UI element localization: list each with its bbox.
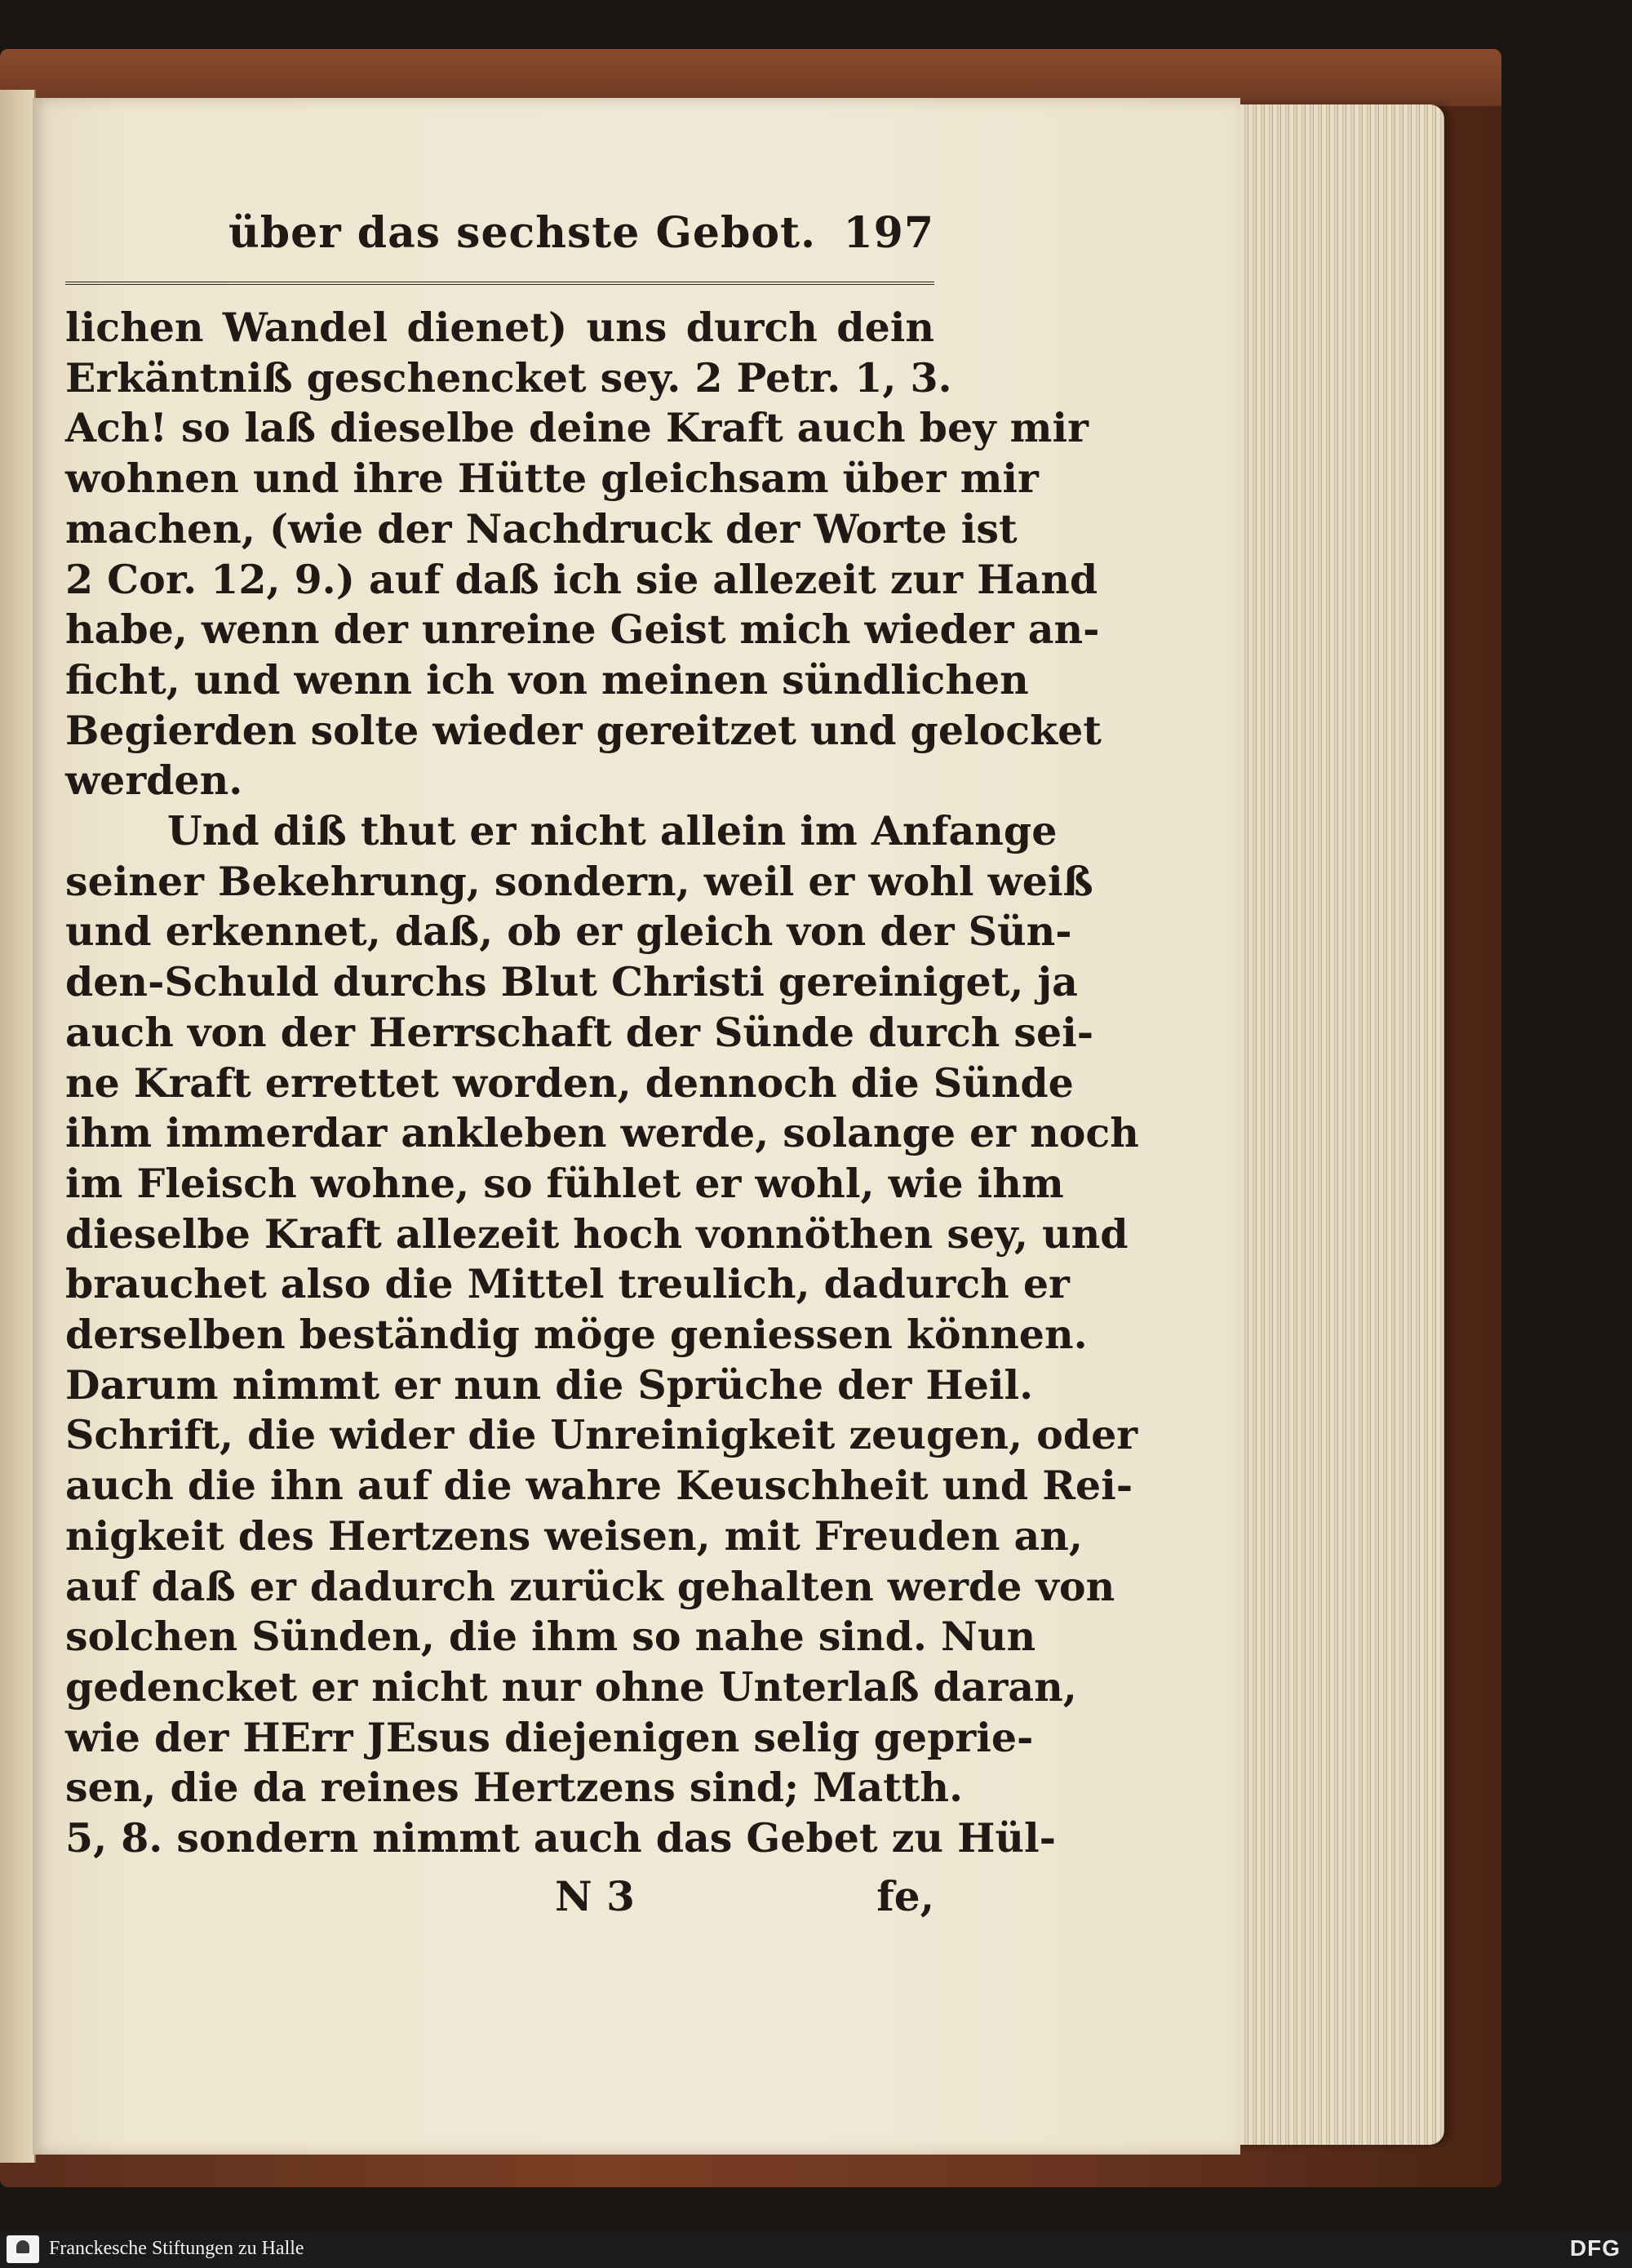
text-line: nigkeit des Hertzens weisen, mit Freuden an,	[65, 1511, 1083, 1560]
text-line: werden.	[65, 757, 243, 805]
running-head: über das sechste Gebot.	[228, 208, 817, 258]
text-line: Und diß thut er nicht allein im Anfange	[167, 807, 1058, 855]
body-text	[65, 303, 1139, 1864]
text-line: seiner Bekehrung, sondern, weil er wohl weiß	[65, 857, 1093, 905]
text-line: sen, die da reines Hertzens sind; Matth.	[65, 1764, 964, 1812]
text-line: brauchet also die Mittel treulich, dadurch er	[65, 1260, 1070, 1308]
text-line: Ach! so laß dieselbe deine Kraft auch bey mir	[65, 404, 1089, 452]
text-line: 2 Cor. 12, 9.) auf daß ich sie allezeit zur Hand	[65, 555, 1098, 603]
text-line: Darum nimmt er nun die Sprüche der Heil.	[65, 1360, 1034, 1409]
text-line: ihm immerdar ankleben werde, solange er noch	[65, 1109, 1139, 1157]
text-line: lichen Wandel dienet) uns durch dein	[65, 304, 934, 351]
text-line: ne Kraft errettet worden, dennoch die Sünde	[65, 1059, 1074, 1107]
text-line: derselben beständig möge geniessen können.	[65, 1311, 1088, 1359]
text-line: auch die ihn auf die wahre Keuschheit und Rei-	[65, 1462, 1133, 1510]
text-line: habe, wenn der unreine Geist mich wieder an-	[65, 606, 1100, 654]
page-number: 197	[843, 208, 934, 258]
facing-page-edge	[0, 90, 36, 2163]
page-footer	[65, 1872, 934, 1929]
text-line: 5, 8. sondern nimmt auch das Gebet zu Hül-	[65, 1814, 1056, 1862]
text-line: auf daß er dadurch zurück gehalten werde von	[65, 1562, 1115, 1610]
text-line: Erkäntniß geschencket sey. 2 Petr. 1, 3.	[65, 353, 952, 402]
text-line: und erkennet, daß, ob er gleich von der Sün-	[65, 908, 1072, 956]
text-line: wohnen und ihre Hütte gleichsam über mir	[65, 455, 1039, 503]
text-line: auch von der Herrschaft der Sünde durch sei-	[65, 1008, 1094, 1056]
text-line: ficht, und wenn ich von meinen sündlichen	[65, 655, 1029, 703]
page-header	[65, 208, 934, 273]
text-line: dieselbe Kraft allezeit hoch vonnöthen sey, und	[65, 1209, 1129, 1258]
text-line: wie der HErr JEsus diejenigen selig geprie-	[65, 1713, 1034, 1761]
organization-name: Franckesche Stiftungen zu Halle	[49, 2238, 304, 2259]
signature-mark: N 3	[555, 1871, 635, 1920]
institution-logo-icon	[7, 2235, 39, 2263]
header-rule	[65, 282, 934, 285]
text-line: Begierden solte wieder gereitzet und gelocket	[65, 706, 1102, 754]
dfg-logo: DFG	[1569, 2235, 1621, 2261]
text-line: machen, (wie der Nachdruck der Worte ist	[65, 504, 1018, 553]
page-content	[65, 208, 1139, 1929]
text-line: Schrift, die wider die Unreinigkeit zeugen, oder	[65, 1411, 1138, 1459]
page-edges	[1232, 104, 1444, 2145]
text-line: im Fleisch wohne, so fühlet er wohl, wie ihm	[65, 1159, 1064, 1207]
text-line: solchen Sünden, die ihm so nahe sind. Nun	[65, 1613, 1036, 1661]
footer-banner	[0, 2230, 1632, 2268]
text-line: gedencket er nicht nur ohne Unterlaß daran,	[65, 1662, 1077, 1711]
catchword: fe,	[876, 1871, 934, 1920]
text-line: den-Schuld durchs Blut Christi gereiniget, ja	[65, 958, 1078, 1006]
